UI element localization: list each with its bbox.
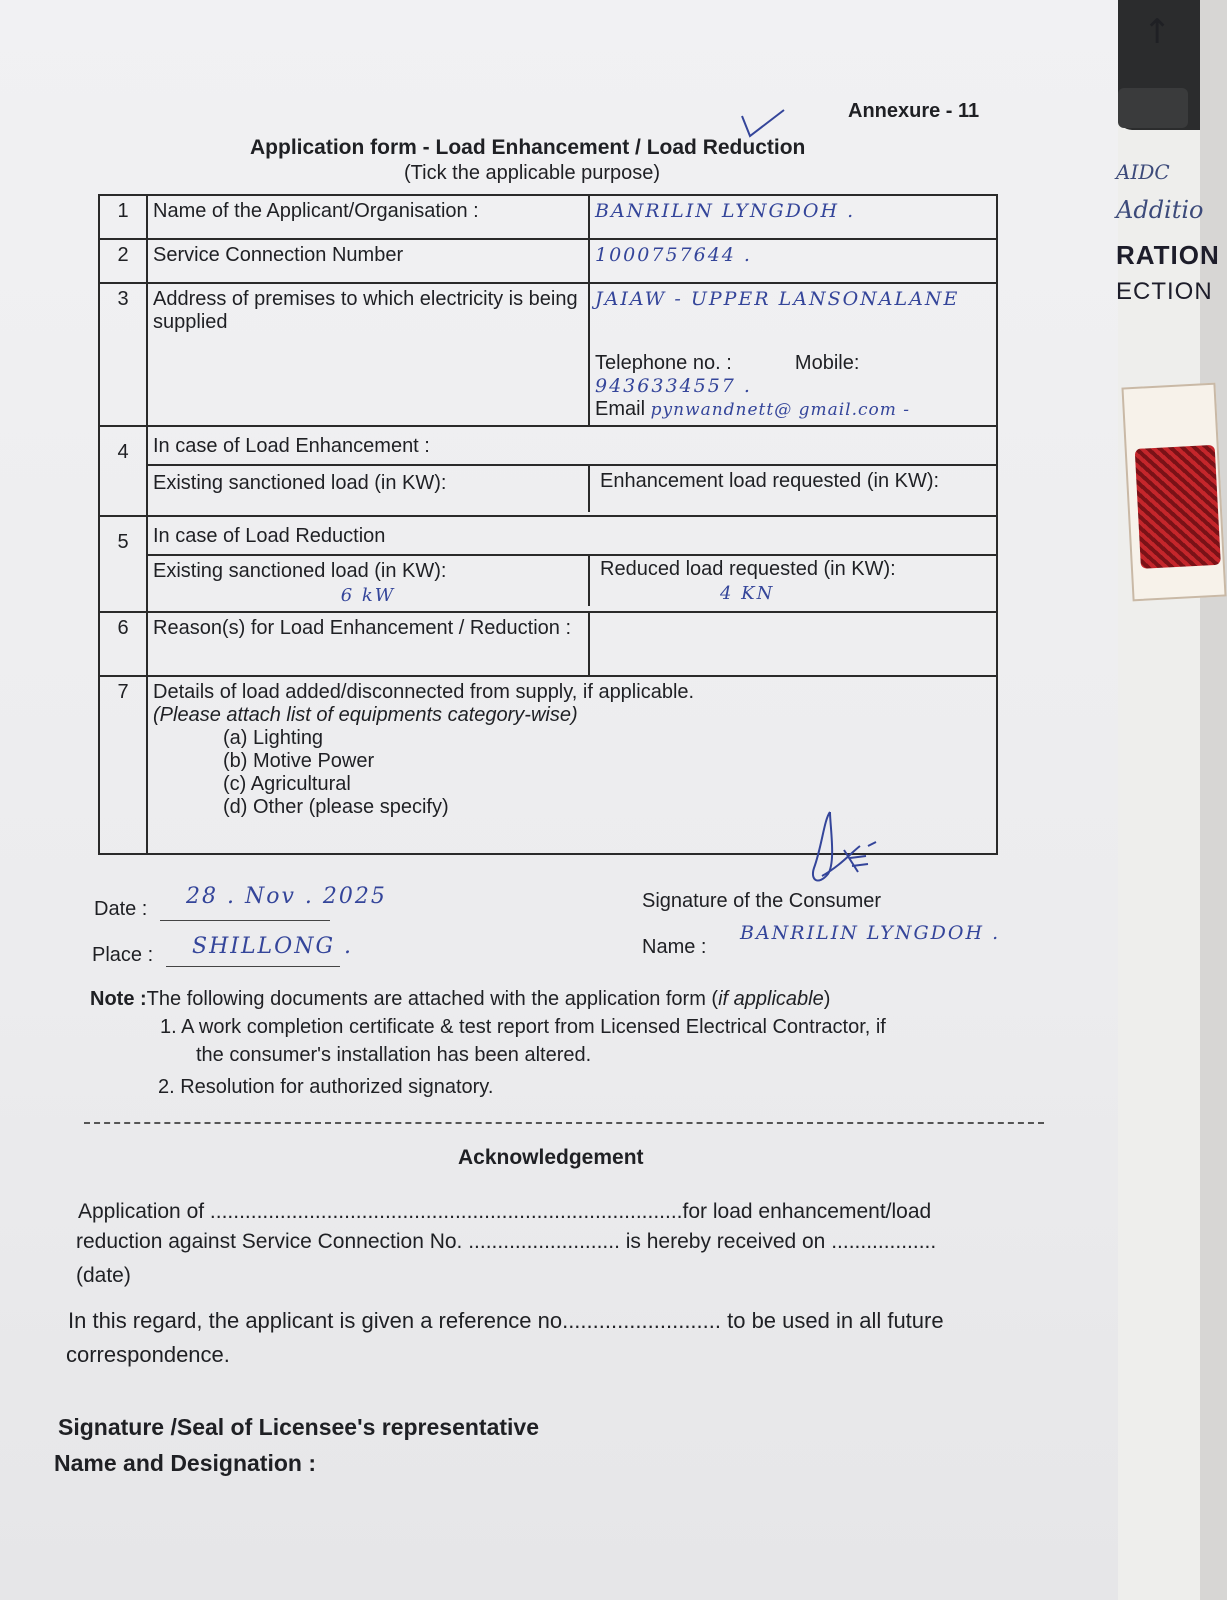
consumer-name-label: Name :	[642, 936, 707, 958]
enhancement-label: In case of Load Enhancement :	[148, 427, 996, 466]
row-number: 6	[99, 612, 147, 676]
form-title: Application form - Load Enhancement / Load Reduction	[250, 136, 806, 159]
address-field[interactable]	[589, 283, 997, 426]
date-label: Date :	[94, 898, 148, 920]
consumer-name-value[interactable]: BANRILIN LYNGDOH .	[740, 922, 1001, 944]
list-item: (c) Agricultural	[223, 773, 351, 795]
row-number: 1	[99, 195, 147, 239]
email-value: pynwandnett@ gmail.com -	[650, 400, 911, 420]
annexure-label: Annexure - 11	[848, 100, 980, 122]
arrow-up-icon: ↑	[1143, 12, 1172, 52]
form-subtitle: (Tick the applicable purpose)	[404, 162, 661, 184]
ack-line: reduction against Service Connection No. .......................... is hereby received on ..................	[76, 1230, 937, 1253]
acknowledgement-title: Acknowledgement	[458, 1146, 644, 1169]
date-underline	[160, 920, 330, 921]
application-table	[98, 194, 998, 855]
date-value[interactable]: 28 . Nov . 2025	[186, 884, 387, 909]
applicant-name-field[interactable]	[589, 195, 997, 239]
reason-field[interactable]	[589, 612, 997, 676]
note-prefix: Note :	[90, 988, 147, 1010]
note-if-applicable: if applicable	[718, 988, 824, 1010]
reduction-section	[147, 516, 997, 612]
ack-line: (date)	[76, 1264, 131, 1287]
consumer-signature-label: Signature of the Consumer	[642, 890, 882, 912]
applicant-name-label: Name of the Applicant/Organisation :	[147, 195, 589, 239]
table-row	[99, 283, 997, 426]
background-photo	[1121, 383, 1226, 602]
applicant-name-value: BANRILIN LYNGDOH .	[595, 200, 856, 222]
reduction-requested-label: Reduced load requested (in KW):	[600, 558, 896, 580]
service-connection-field[interactable]	[589, 239, 997, 283]
service-connection-value: 1000757644 .	[595, 244, 752, 266]
address-label: Address of premises to which electricity is being supplied	[147, 283, 589, 426]
enhancement-section	[147, 426, 997, 516]
row-number: 7	[99, 676, 147, 854]
reduction-requested-field[interactable]	[590, 556, 906, 606]
service-connection-label: Service Connection Number	[147, 239, 589, 283]
table-row	[99, 239, 997, 283]
tick-mark	[740, 108, 786, 138]
place-label: Place :	[92, 944, 154, 966]
ack-line: In this regard, the applicant is given a reference no.......................... to be used in all future	[68, 1308, 944, 1333]
keyboard-key	[1118, 88, 1188, 128]
background-text: AIDC	[1116, 160, 1170, 184]
list-item: (d) Other (please specify)	[223, 796, 449, 818]
ack-line: Application of .................................................................................for load enhancement/load	[78, 1200, 932, 1223]
reduction-existing-field[interactable]	[148, 556, 590, 606]
row-number: 4	[99, 426, 147, 516]
cut-line	[84, 1122, 1044, 1124]
table-row	[99, 516, 997, 612]
row-number: 3	[99, 283, 147, 426]
note-text	[90, 988, 830, 1011]
telephone-label: Telephone no. :	[595, 352, 732, 374]
address-value: JAIAW - UPPER LANSONALANE	[595, 288, 960, 310]
consumer-signature	[800, 806, 880, 892]
reduction-existing-value: 6 kW	[340, 585, 396, 606]
mobile-label: Mobile:	[794, 352, 860, 374]
reduction-existing-label: Existing sanctioned load (in KW):	[153, 560, 447, 582]
table-row	[99, 426, 997, 516]
reduction-requested-value: 4 KN	[720, 583, 775, 604]
licensee-signature-label: Signature /Seal of Licensee's representative	[58, 1414, 540, 1440]
load-details-label: Details of load added/disconnected from supply, if applicable.	[153, 681, 695, 703]
ack-line: correspondence.	[66, 1342, 230, 1367]
photo-pattern	[1135, 445, 1221, 569]
note-body: The following documents are attached with the application form (	[146, 988, 719, 1010]
table-row	[99, 612, 997, 676]
enhancement-existing-label[interactable]: Existing sanctioned load (in KW):	[148, 466, 590, 512]
reason-label: Reason(s) for Load Enhancement / Reduction :	[147, 612, 589, 676]
name-designation-label: Name and Designation :	[54, 1450, 316, 1476]
place-underline	[166, 966, 340, 967]
background-text: RATION	[1116, 240, 1220, 270]
reduction-label: In case of Load Reduction	[148, 517, 996, 556]
load-details-note: (Please attach list of equipments category-wise)	[153, 704, 578, 726]
note-item-1: 1. A work completion certificate & test report from Licensed Electrical Contractor, if	[160, 1016, 886, 1038]
list-item: (b) Motive Power	[223, 750, 375, 772]
email-label: Email	[595, 398, 646, 420]
table-row	[99, 195, 997, 239]
note-close: )	[823, 988, 831, 1010]
row-number: 2	[99, 239, 147, 283]
note-item-2: 2. Resolution for authorized signatory.	[158, 1076, 494, 1098]
background-text: ECTION	[1116, 278, 1213, 305]
background-text: Additio	[1116, 196, 1204, 224]
list-item: (a) Lighting	[223, 727, 324, 749]
note-item-1-cont: the consumer's installation has been altered.	[196, 1044, 592, 1066]
row-number: 5	[99, 516, 147, 612]
place-value[interactable]: SHILLONG .	[192, 934, 354, 959]
enhancement-requested-label[interactable]: Enhancement load requested (in KW):	[600, 470, 940, 492]
mobile-value: 9436334557 .	[595, 375, 752, 397]
